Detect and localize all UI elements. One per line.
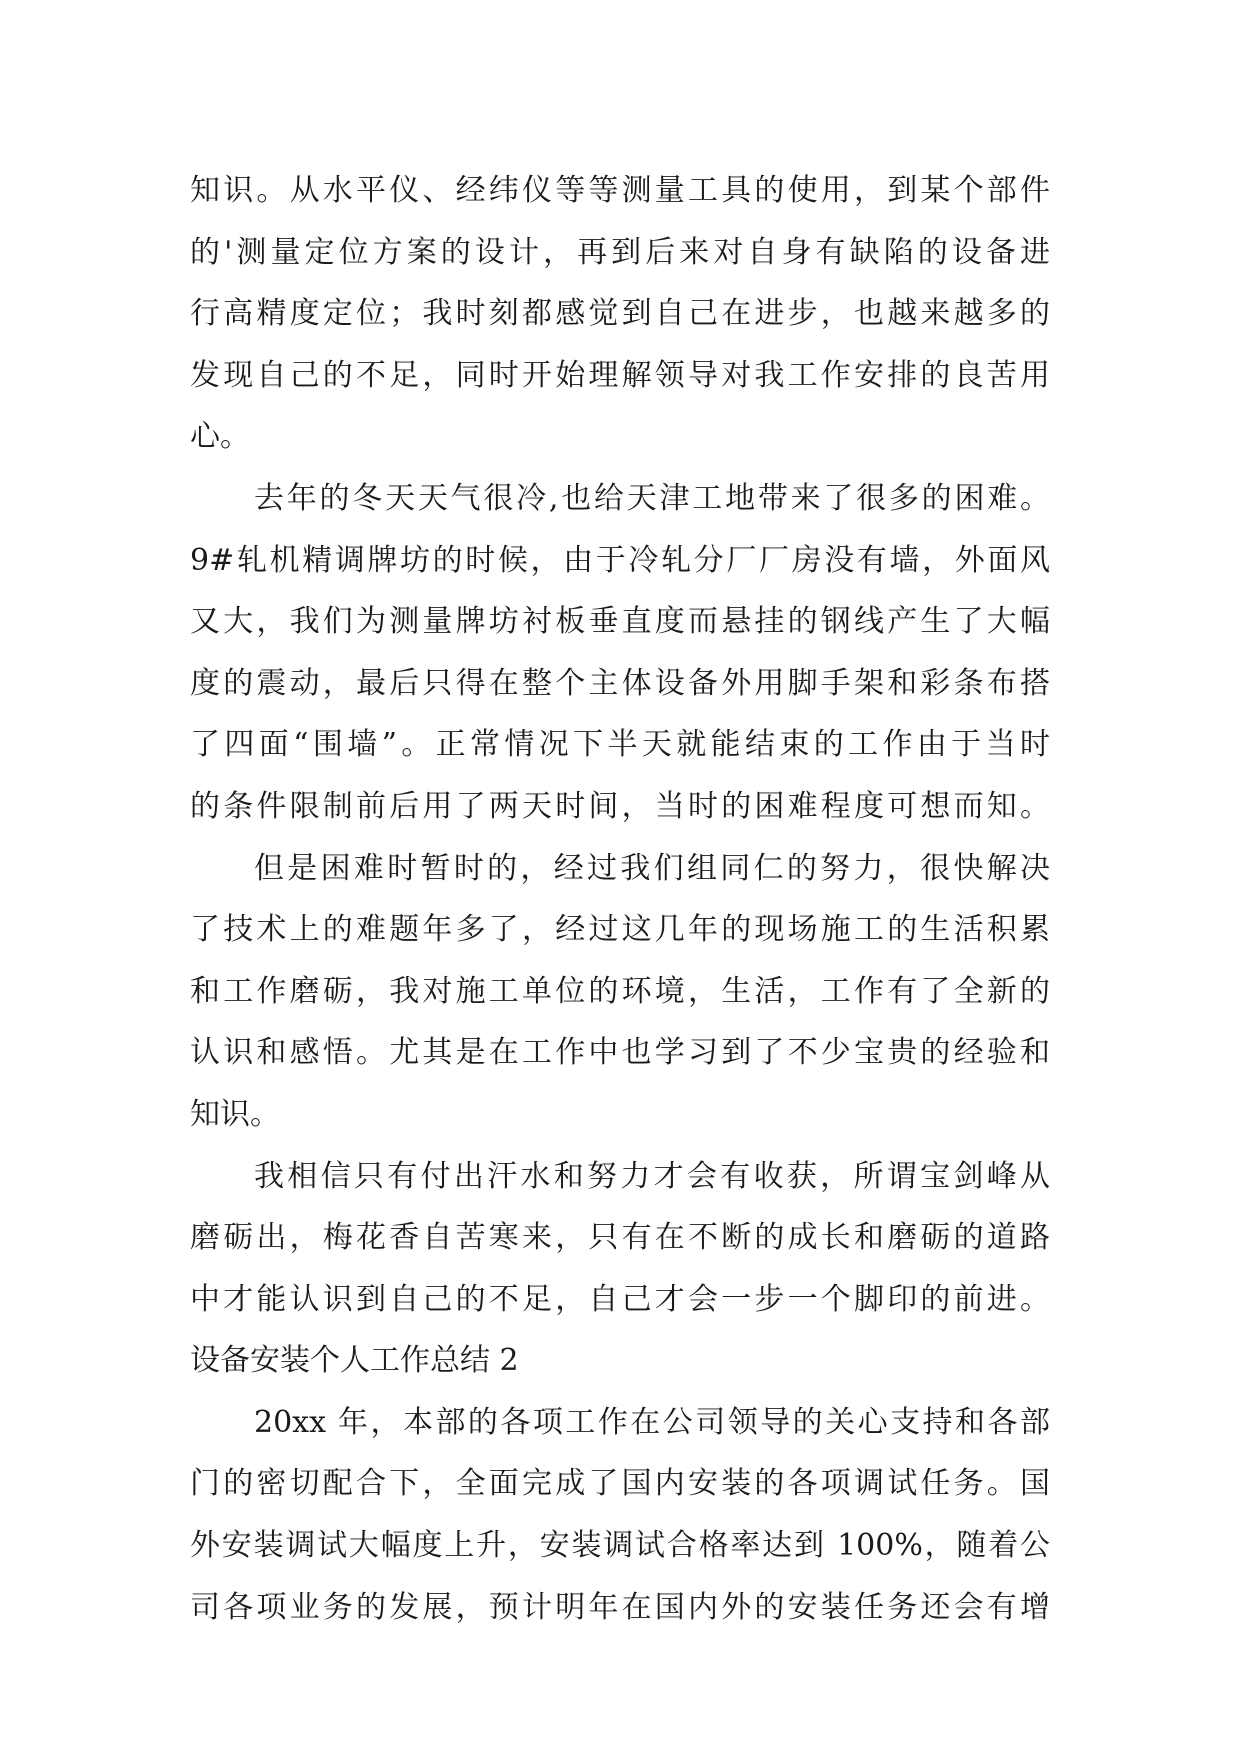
text-line: 又大，我们为测量牌坊衬板垂直度而悬挂的钢线产生了大幅 <box>190 604 1050 640</box>
text-line: 度的震动，最后只得在整个主体设备外用脚手架和彩条布搭 <box>190 665 1050 701</box>
text-line: 和工作磨砺，我对施工单位的环境，生活，工作有了全新的 <box>190 973 1050 1009</box>
text-line: 行高精度定位；我时刻都感觉到自己在进步，也越来越多的 <box>190 296 1050 332</box>
text-line: 知识。 <box>190 1096 280 1132</box>
text-line: 9#轧机精调牌坊的时候，由于冷轧分厂厂房没有墙，外面风 <box>190 542 1050 578</box>
text-line: 心。 <box>190 419 250 455</box>
document-body <box>190 160 1050 1638</box>
text-line: 中才能认识到自己的不足，自己才会一步一个脚印的前进。 <box>190 1281 1050 1317</box>
text-line: 外安装调试大幅度上升，安装调试合格率达到 100%，随着公 <box>190 1528 1050 1564</box>
text-line: 磨砺出，梅花香自苦寒来，只有在不断的成长和磨砺的道路 <box>190 1220 1050 1256</box>
text-line: 知识。从水平仪、经纬仪等等测量工具的使用，到某个部件 <box>190 173 1050 208</box>
text-line: 的条件限制前后用了两天时间，当时的困难程度可想而知。 <box>190 788 1050 824</box>
text-line: 司各项业务的发展，预计明年在国内外的安装任务还会有增 <box>190 1589 1050 1625</box>
text-line: 了技术上的难题年多了，经过这几年的现场施工的生活积累 <box>190 912 1050 948</box>
text-line: 认识和感悟。尤其是在工作中也学习到了不少宝贵的经验和 <box>190 1035 1050 1071</box>
text-line: 去年的冬天天气很冷,也给天津工地带来了很多的困难。 <box>254 480 1050 516</box>
text-line: 20xx 年，本部的各项工作在公司领导的关心支持和各部 <box>254 1404 1050 1440</box>
text-line: 门的密切配合下，全面完成了国内安装的各项调试任务。国 <box>190 1466 1050 1502</box>
text-line: 的'测量定位方案的设计，再到后来对自身有缺陷的设备进 <box>190 234 1050 270</box>
text-line: 我相信只有付出汗水和努力才会有收获，所谓宝剑峰从 <box>254 1158 1050 1194</box>
text-line: 了四面“围墙”。正常情况下半天就能结束的工作由于当时 <box>190 727 1050 763</box>
text-line: 但是困难时暂时的，经过我们组同仁的努力，很快解决 <box>254 850 1050 886</box>
section-heading: 设备安装个人工作总结 2 <box>190 1343 519 1379</box>
text-line: 发现自己的不足，同时开始理解领导对我工作安排的良苦用 <box>190 357 1050 393</box>
